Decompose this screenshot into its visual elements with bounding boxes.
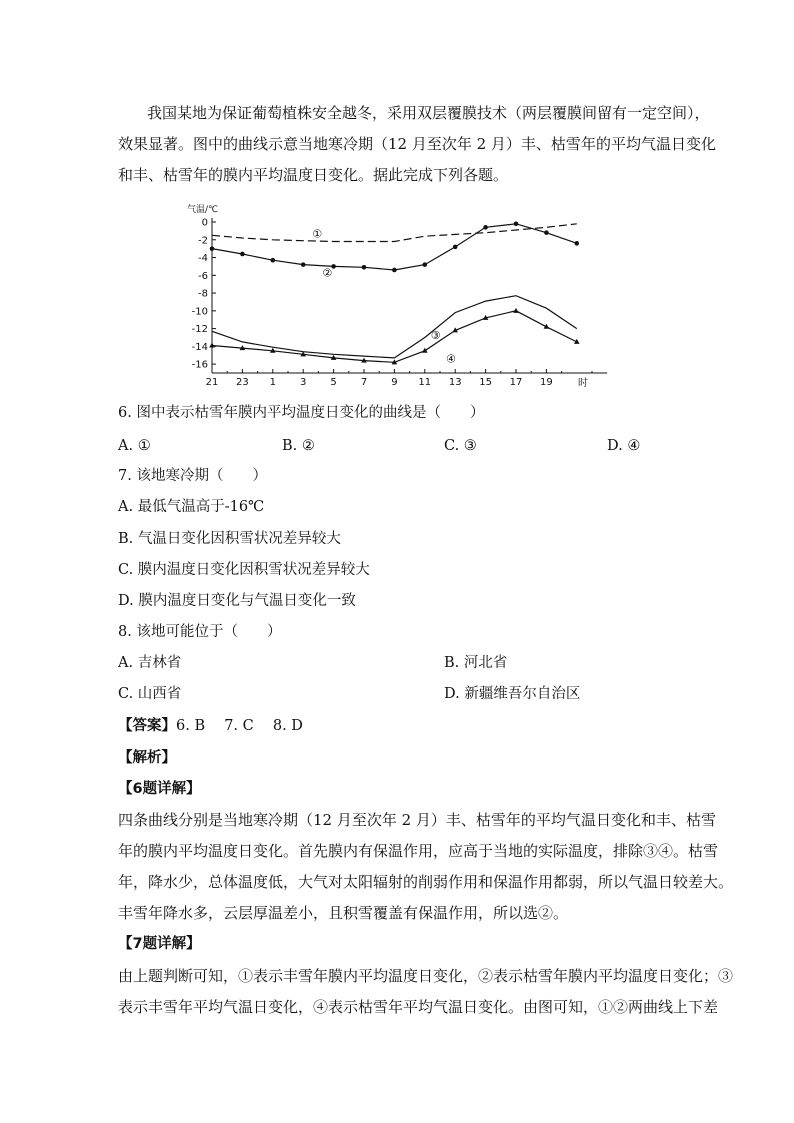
y-tick-label: -6 bbox=[198, 270, 208, 282]
y-tick-label: -12 bbox=[191, 324, 208, 336]
series-2-point bbox=[301, 262, 306, 267]
question-8-stem: 8. 该地可能位于（ ） bbox=[118, 624, 282, 640]
x-axis-label: 时 bbox=[578, 378, 588, 389]
x-tick-label: 21 bbox=[205, 377, 219, 388]
series-2-point bbox=[575, 241, 580, 246]
series-2-point bbox=[514, 221, 519, 226]
y-axis-label: 气温/℃ bbox=[187, 205, 219, 215]
y-tick-label: -10 bbox=[191, 306, 208, 318]
answer-line bbox=[118, 716, 303, 736]
q7-option-c: C. 膜内温度日变化因积雪状况差异较大 bbox=[118, 562, 370, 578]
x-tick-label: 19 bbox=[540, 377, 553, 388]
series-2-point bbox=[392, 268, 397, 273]
series-2-point bbox=[423, 262, 428, 267]
q6-detail-label: 【6题详解】 bbox=[118, 781, 201, 797]
x-tick-label: 13 bbox=[448, 377, 462, 388]
question-7-stem: 7. 该地寒冷期（ ） bbox=[118, 468, 267, 484]
q7-option-b: B. 气温日变化因积雪状况差异较大 bbox=[118, 531, 341, 547]
series-line-3 bbox=[212, 296, 577, 358]
series-4-point bbox=[209, 342, 215, 347]
series-2-point bbox=[453, 245, 458, 250]
q6-option-c: C. ③ bbox=[444, 438, 477, 454]
series-line-1 bbox=[212, 224, 577, 242]
chart-axes bbox=[192, 218, 608, 389]
question-6-stem: 6. 图中表示枯雪年膜内平均温度日变化的曲线是（ ） bbox=[118, 405, 485, 421]
series-2-point bbox=[210, 246, 215, 251]
x-tick-label: 7 bbox=[360, 377, 368, 388]
x-tick-label: 5 bbox=[330, 377, 337, 388]
q7-option-d: D. 膜内温度日变化与气温日变化一致 bbox=[118, 593, 356, 609]
series-2-point bbox=[544, 230, 549, 235]
series-line-2 bbox=[212, 224, 577, 270]
answer-text: 6. B 7. C 8. D bbox=[176, 718, 303, 734]
series-2-point bbox=[240, 252, 245, 257]
x-tick-label: 17 bbox=[509, 377, 523, 388]
series-label-2: ② bbox=[322, 266, 333, 280]
q6-detail-line-4: 丰雪年降水多，云层厚温差小，且积雪覆盖有保温作用，所以选②。 bbox=[118, 904, 569, 922]
series-label-3: ③ bbox=[430, 329, 441, 343]
y-tick-label: 0 bbox=[201, 217, 208, 229]
y-tick-label: -4 bbox=[198, 253, 208, 265]
q8-option-c: C. 山西省 bbox=[118, 686, 182, 702]
series-line-4 bbox=[212, 311, 577, 366]
x-tick-label: 9 bbox=[391, 377, 398, 388]
q6-option-a: A. ① bbox=[118, 438, 151, 454]
q6-detail-line-3: 年，降水少，总体温度低，大气对太阳辐射的削弱作用和保温作用都弱，所以气温日较差大。 bbox=[118, 873, 734, 891]
q8-option-a: A. 吉林省 bbox=[118, 655, 182, 671]
series-label-1: ① bbox=[312, 227, 323, 241]
x-tick-label: 3 bbox=[300, 377, 307, 388]
q7-detail-label: 【7题详解】 bbox=[118, 936, 201, 952]
q7-detail-line-1: 由上题判断可知，①表示丰雪年膜内平均温度日变化，②表示枯雪年膜内平均温度日变化；③ bbox=[118, 967, 734, 985]
x-tick-label: 11 bbox=[418, 377, 432, 388]
intro-line-3: 和丰、枯雪年的膜内平均温度日变化。据此完成下列各题。 bbox=[118, 166, 509, 184]
y-tick-label: -8 bbox=[198, 288, 208, 300]
series-4-point bbox=[422, 348, 428, 353]
q7-option-a: A. 最低气温高于-16℃ bbox=[118, 499, 265, 515]
x-tick-label: 1 bbox=[269, 377, 276, 388]
q7-detail-line-2: 表示丰雪年平均气温日变化，④表示枯雪年平均气温日变化。由图可知，①②两曲线上下差 bbox=[118, 998, 719, 1016]
temperature-chart-svg bbox=[180, 198, 610, 390]
q6-option-d: D. ④ bbox=[607, 438, 641, 454]
series-2-point bbox=[271, 258, 276, 263]
q6-option-b: B. ② bbox=[282, 438, 315, 454]
series-4-point bbox=[513, 308, 519, 313]
intro-line-1: 我国某地为保证葡萄植株安全越冬，采用双层覆膜技术（两层覆膜间留有一定空间）， bbox=[147, 104, 710, 122]
series-label-4: ④ bbox=[446, 352, 456, 366]
temperature-chart bbox=[180, 198, 610, 394]
y-tick-label: -14 bbox=[191, 341, 208, 353]
y-tick-label: -16 bbox=[191, 359, 208, 371]
q8-option-b: B. 河北省 bbox=[444, 655, 508, 671]
answer-label: 【答案】 bbox=[118, 718, 176, 734]
q6-detail-line-1: 四条曲线分别是当地寒冷期（12 月至次年 2 月）丰、枯雪年的平均气温日变化和丰、枯雪 bbox=[118, 811, 716, 829]
x-tick-label: 15 bbox=[479, 377, 492, 388]
intro-line-2: 效果显著。图中的曲线示意当地寒冷期（12 月至次年 2 月）丰、枯雪年的平均气温日变化 bbox=[118, 135, 716, 153]
y-tick-label: -2 bbox=[198, 235, 208, 247]
q8-option-d: D. 新疆维吾尔自治区 bbox=[444, 686, 581, 702]
x-tick-label: 23 bbox=[236, 377, 249, 388]
analysis-label: 【解析】 bbox=[118, 750, 176, 766]
series-2-point bbox=[483, 225, 488, 230]
series-2-point bbox=[362, 265, 367, 270]
q6-detail-line-2: 年的膜内平均温度日变化。首先膜内有保温作用，应高于当地的实际温度，排除③④。枯雪 bbox=[118, 842, 719, 860]
chart-series bbox=[209, 221, 579, 365]
